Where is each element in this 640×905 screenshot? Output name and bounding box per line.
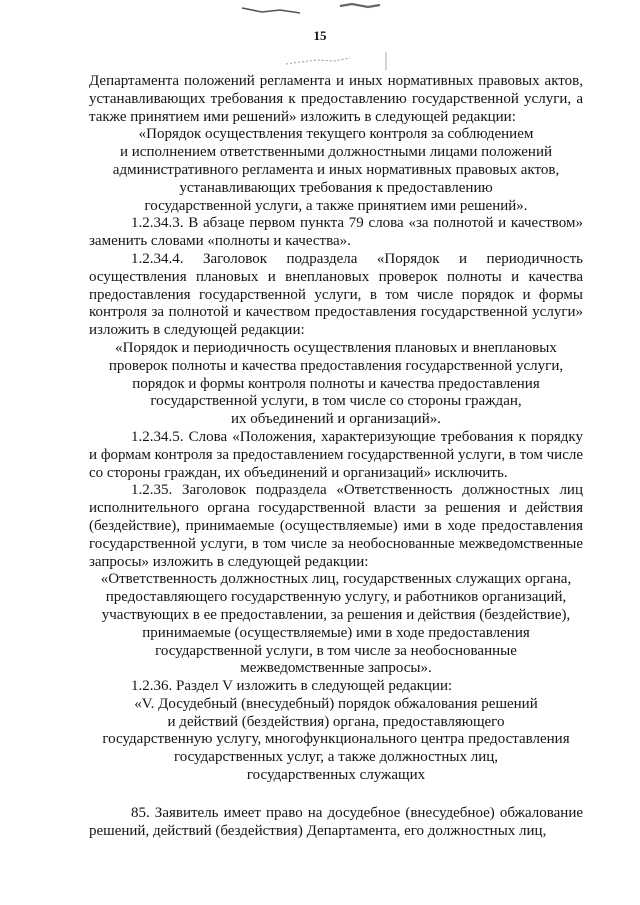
centered-heading-line: государственную услугу, многофункционального центра предоставления [102, 731, 570, 748]
centered-heading-line: государственных услуг, а также должностных лиц, [173, 749, 499, 766]
paragraph: 1.2.34.5. Слова «Положения, характеризующие требования к порядку и формам контроля за предоставлением государственной услуги, в том числе со стороны граждан, их объединений и организаций» исключить. [89, 428, 583, 481]
centered-heading-line: «Порядок и периодичность осуществления плановых и внеплановых [115, 339, 557, 356]
centered-heading-line: межведомственные запросы». [240, 660, 432, 677]
centered-heading-line: и действий (бездействия) органа, предоставляющего [167, 713, 505, 730]
paragraph: Департамента положений регламента и иных нормативных правовых актов, устанавливающих требования к предоставлению государственной услуги, а также принятием ими решений» изложить в следующей редакции: [89, 73, 583, 125]
centered-heading-line: государственных служащих [246, 767, 426, 784]
centered-heading-line: и исполнением ответственными должностными лицами положений [119, 144, 553, 161]
centered-heading-line: «Порядок осуществления текущего контроля за соблюдением [138, 126, 534, 143]
paragraph: 1.2.34.4. Заголовок подраздела «Порядок и периодичность осуществления плановых и внеплановых проверок полноты и качества предоставления государственной услуги, в том числе порядок и формы контроля за полнотой и качеством предоставления государственной услуги» изложить в следующей редакции: [89, 250, 583, 339]
centered-heading-line: устанавливающих требования к предоставлению [179, 179, 493, 196]
centered-heading-line: участвующих в ее предоставлении, за решения и действия (бездействие), [101, 606, 571, 623]
page-number: 15 [313, 28, 327, 43]
document-body [89, 73, 583, 840]
centered-heading-line: их объединений и организаций». [231, 411, 441, 428]
paragraph: 85. Заявитель имеет право на досудебное (внесудебное) обжалование решений, действий (бездействия) Департамента, его должностных лиц, [89, 804, 583, 839]
paragraph: 1.2.34.3. В абзаце первом пункта 79 слова «за полнотой и качеством» заменить словами «полноты и качества». [89, 215, 583, 250]
centered-heading-line: предоставляющего государственную услугу, и работников организаций, [105, 589, 567, 606]
centered-heading-line: государственной услуги, в том числе со стороны граждан, [150, 393, 522, 410]
centered-heading-line: «V. Досудебный (внесудебный) порядок обжалования решений [134, 695, 538, 712]
centered-heading-line: порядок и формы контроля полноты и качества предоставления [132, 375, 540, 392]
paragraph: 1.2.36. Раздел V изложить в следующей редакции: [131, 678, 453, 695]
centered-heading-line: принимаемые (осуществляемые) ими в ходе предоставления [142, 624, 530, 641]
centered-heading-line: государственной услуги, в том числе за необоснованные [155, 642, 517, 659]
paragraph: 1.2.35. Заголовок подраздела «Ответственность должностных лиц исполнительного органа государственной власти за решения и действия (бездействие), принимаемые (осуществляемые) ими в ходе предоставления государственной услуги, в том числе за необоснованные межведомственные запросы» изложить в следующей редакции: [89, 482, 583, 570]
centered-heading-line: «Ответственность должностных лиц, государственных служащих органа, [100, 571, 572, 588]
centered-heading-line: проверок полноты и качества предоставления государственной услуги, [108, 357, 564, 374]
centered-heading-line: административного регламента и иных нормативных правовых актов, [112, 161, 560, 178]
paragraph-spacer [89, 785, 583, 805]
centered-heading-line: государственной услуги, а также принятием ими решений». [144, 197, 528, 214]
